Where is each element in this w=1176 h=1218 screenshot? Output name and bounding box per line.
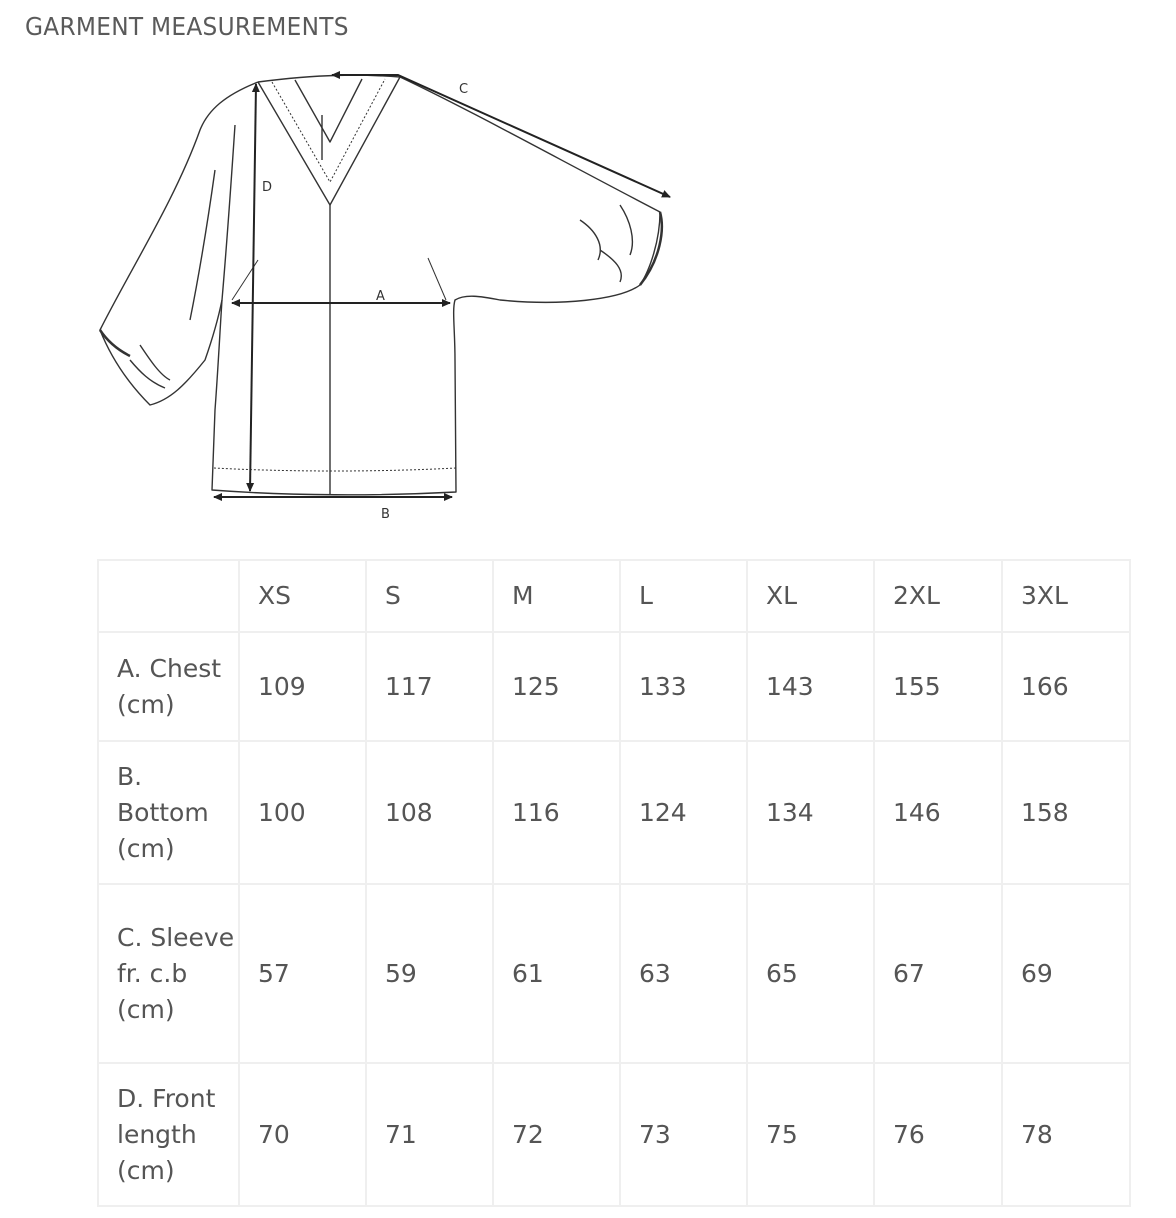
- value-cell: 133: [620, 632, 747, 741]
- table-row: [98, 884, 1130, 1063]
- value-cell: 73: [620, 1063, 747, 1206]
- table-row: [98, 632, 1130, 741]
- value-cell: 143: [747, 632, 874, 741]
- size-header: M: [493, 560, 620, 632]
- label-b: B: [381, 507, 390, 522]
- value-cell: 108: [366, 741, 493, 884]
- corner-cell: [98, 560, 239, 632]
- measure-c-line: [332, 75, 670, 197]
- value-cell: 146: [874, 741, 1002, 884]
- value-cell: 78: [1002, 1063, 1130, 1206]
- measurements-table: [97, 559, 1131, 1207]
- page-title: GARMENT MEASUREMENTS: [25, 12, 349, 41]
- value-cell: 109: [239, 632, 366, 741]
- size-header: XL: [747, 560, 874, 632]
- label-d: D: [262, 180, 273, 195]
- value-cell: 67: [874, 884, 1002, 1063]
- value-cell: 134: [747, 741, 874, 884]
- value-cell: 124: [620, 741, 747, 884]
- value-cell: 117: [366, 632, 493, 741]
- value-cell: 125: [493, 632, 620, 741]
- value-cell: 65: [747, 884, 874, 1063]
- value-cell: 59: [366, 884, 493, 1063]
- value-cell: 75: [747, 1063, 874, 1206]
- size-header: 3XL: [1002, 560, 1130, 632]
- row-label: A. Chest (cm): [98, 632, 239, 741]
- table-row: [98, 741, 1130, 884]
- row-label: B. Bottom (cm): [98, 741, 239, 884]
- row-label: D. Front length (cm): [98, 1063, 239, 1206]
- value-cell: 63: [620, 884, 747, 1063]
- value-cell: 76: [874, 1063, 1002, 1206]
- value-cell: 71: [366, 1063, 493, 1206]
- size-header: L: [620, 560, 747, 632]
- label-a: A: [376, 289, 385, 304]
- value-cell: 72: [493, 1063, 620, 1206]
- table-row: [98, 1063, 1130, 1206]
- value-cell: 166: [1002, 632, 1130, 741]
- garment-sketch: [0, 0, 720, 540]
- label-c: C: [459, 82, 469, 97]
- measure-d-line: [250, 84, 256, 491]
- size-header: XS: [239, 560, 366, 632]
- value-cell: 155: [874, 632, 1002, 741]
- value-cell: 158: [1002, 741, 1130, 884]
- table-header-row: [98, 560, 1130, 632]
- value-cell: 116: [493, 741, 620, 884]
- size-header: S: [366, 560, 493, 632]
- row-label: C. Sleeve fr. c.b (cm): [98, 884, 239, 1063]
- value-cell: 57: [239, 884, 366, 1063]
- value-cell: 100: [239, 741, 366, 884]
- body-outline: [212, 75, 660, 495]
- garment-diagram: [0, 0, 720, 540]
- size-header: 2XL: [874, 560, 1002, 632]
- value-cell: 61: [493, 884, 620, 1063]
- value-cell: 69: [1002, 884, 1130, 1063]
- value-cell: 70: [239, 1063, 366, 1206]
